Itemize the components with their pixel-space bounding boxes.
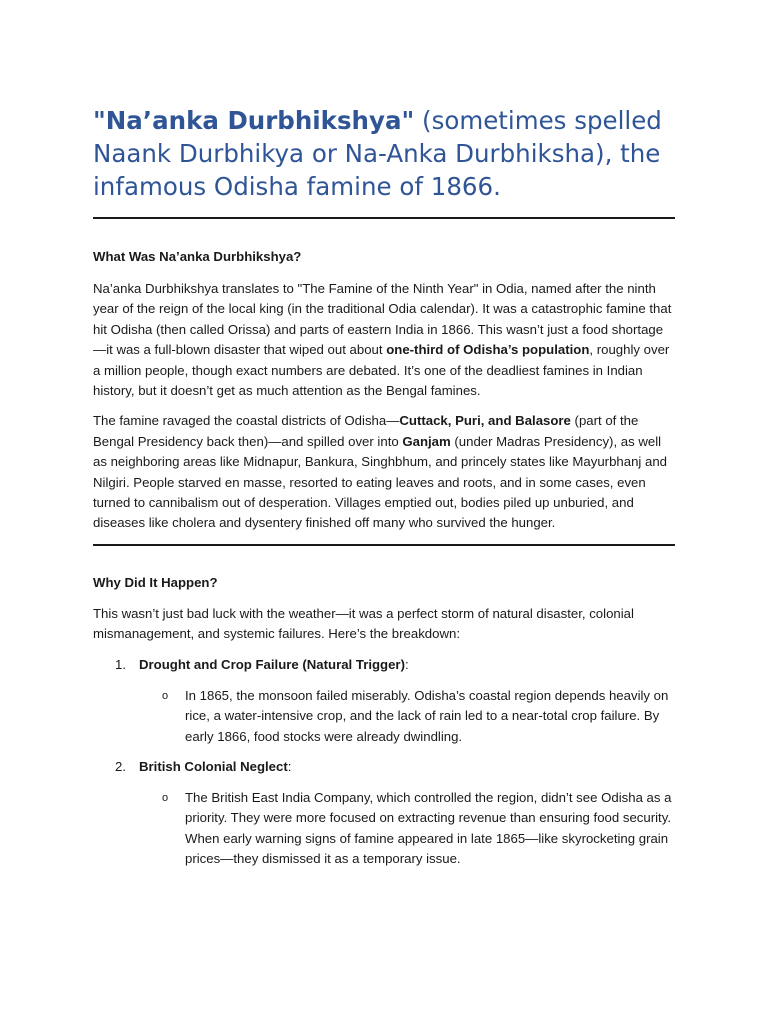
numbered-list <box>93 655 675 870</box>
document-page <box>93 104 675 870</box>
list-item-heading <box>93 757 675 777</box>
bullet-text: In 1865, the monsoon failed miserably. Odisha’s coastal region depends heavily on rice, a water-intensive crop, and the lack of rain led to a near-total crop failure. By early 1866, food stocks were already dwindling. <box>185 687 669 744</box>
list-item <box>93 757 675 870</box>
divider <box>93 217 675 219</box>
paragraph-what-1 <box>93 279 675 401</box>
text: (under Madras Presidency), as well as neighboring areas like Midnapur, Bankura, Singhbhum, and princely states like Mayurbhanj and Nilgiri. People starved en masse, resorted to eating leaves and roots, and in some cases, even turned to cannibalism out of desperation. Villages emptied out, bodies piled up unburied, and diseases like cholera and dysentery finished off many who survived the hunger. <box>93 433 667 531</box>
bullet-item <box>93 686 675 747</box>
list-item <box>93 655 675 747</box>
divider <box>93 544 675 546</box>
list-item-title: British Colonial Neglect <box>139 758 288 774</box>
bullet-item <box>93 788 675 870</box>
bullet-text: The British East India Company, which controlled the region, didn’t see Odisha as a priority. They were more focused on extracting revenue than ensuring food security. When early warning signs of famine appeared in late 1865—like skyrocketing grain prices—they dismissed it as a temporary issue. <box>185 789 672 867</box>
list-number: 2. <box>115 758 126 774</box>
paragraph-what-2 <box>93 411 675 533</box>
list-item-colon: : <box>287 758 292 774</box>
section-heading-why: Why Did It Happen? <box>93 574 218 590</box>
paragraph-why-intro: This wasn’t just bad luck with the weather—it was a perfect storm of natural disaster, colonial mismanagement, and systemic failures. Here’s the breakdown: <box>93 605 634 642</box>
emphasis: one-third of Odisha’s population <box>386 342 590 358</box>
text: (part of the Bengal Presidency back then)—and spilled over into <box>93 413 639 449</box>
document-title <box>93 104 675 203</box>
emphasis: Cuttack, Puri, and Balasore <box>399 413 571 429</box>
text: , roughly over a million people, though exact numbers are debated. It’s one of the deadliest famines in Indian history, but it doesn’t get as much attention as the Bengal famines. <box>93 342 670 399</box>
list-item-title: Drought and Crop Failure (Natural Trigger) <box>139 656 405 672</box>
list-number: 1. <box>115 656 126 672</box>
list-item-heading <box>93 655 675 675</box>
emphasis: Ganjam <box>402 433 451 449</box>
bullet-marker: o <box>162 791 169 804</box>
list-item-colon: : <box>404 656 409 672</box>
section-heading-what: What Was Na’anka Durbhikshya? <box>93 249 302 264</box>
text: The famine ravaged the coastal districts of Odisha— <box>93 413 400 429</box>
title-rest: (sometimes spelled Naank Durbhikya or Na-Anka Durbhiksha), the infamous Odisha famine of 1866. <box>93 106 662 201</box>
title-bold: "Na’anka Durbhikshya" <box>93 106 415 135</box>
text: Na’anka Durbhikshya translates to "The Famine of the Ninth Year" in Odia, named after the ninth year of the reign of the local king (in the traditional Odia calendar). It was a catastrophic famine that hit Odisha (then called Orissa) and parts of eastern India in 1866. This wasn’t just a food shortage—it was a full-blown disaster that wiped out about <box>93 281 672 358</box>
bullet-marker: o <box>162 689 169 702</box>
